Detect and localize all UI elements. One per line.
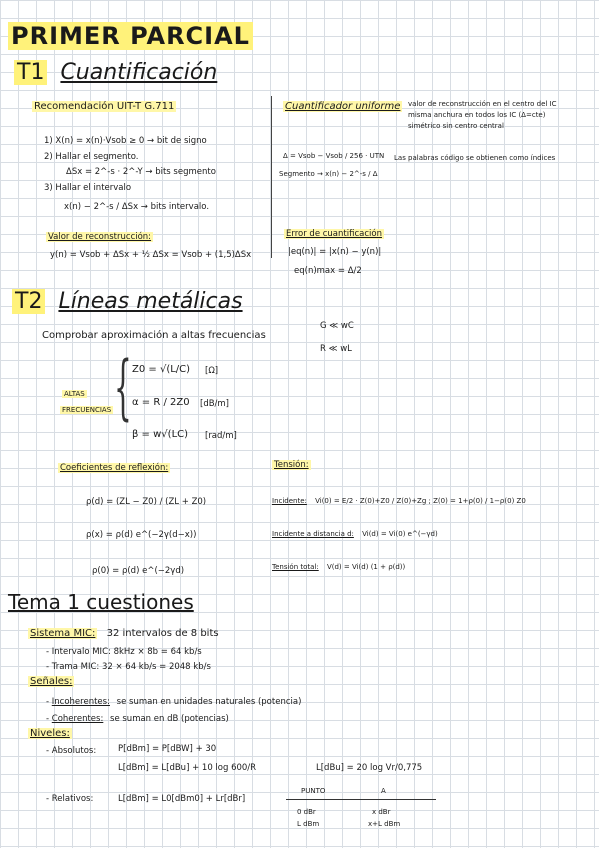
t1-tag: T1 xyxy=(14,60,47,85)
axis-ldbm: L dBm xyxy=(297,820,320,828)
uniform-bullet: simétrico sin centro central xyxy=(408,122,504,130)
reconstruction-formula: y(n) = Vsob + ΔSx + ½ ΔSx = Vsob + (1,5)ΔSx xyxy=(50,250,252,260)
unit-alpha: [dB/m] xyxy=(200,399,230,409)
t2-heading xyxy=(12,289,243,314)
senales-label: Señales: xyxy=(30,676,73,687)
column-divider xyxy=(271,96,272,258)
page-title: PRIMER PARCIAL xyxy=(8,22,253,50)
niveles-label: Niveles: xyxy=(30,728,70,739)
t1-heading xyxy=(14,60,217,85)
axis-xdbr: x dBr xyxy=(372,808,391,816)
abs-formula-2: L[dBm] = L[dBu] + 10 log 600/R xyxy=(118,763,257,773)
error-title: Error de cuantificación xyxy=(286,229,382,239)
reconstruction-title: Valor de reconstrucción: xyxy=(48,232,152,242)
t1-step-3: 3) Hallar el intervalo xyxy=(44,183,132,193)
t1-step-2: 2) Hallar el segmento. xyxy=(44,152,139,162)
t2-condition-g: G ≪ wC xyxy=(320,321,354,331)
t2-check: Comprobar aproximación a altas frecuencias xyxy=(42,330,266,341)
rel-formula: L[dBm] = L0[dBm0] + Lr[dBr] xyxy=(118,794,246,804)
t2-condition-r: R ≪ wL xyxy=(320,344,352,354)
abs-formula-1: P[dBm] = P[dBW] + 30 xyxy=(118,744,217,754)
eq-z0: Z0 = √(L/C) xyxy=(132,364,191,375)
t1-step-2-formula: ΔSx = 2^-s · 2^-Y → bits segmento xyxy=(66,167,216,177)
uniform-bullet: valor de reconstrucción en el centro del IC xyxy=(408,100,557,108)
brace-icon: { xyxy=(114,346,132,428)
eq-alpha: α = R / 2Z0 xyxy=(132,397,190,408)
t1-recommendation: Recomendación UIT-T G.711 xyxy=(34,101,175,112)
t2-tag: T2 xyxy=(12,289,45,314)
reflection-formula-1: ρ(d) = (ZL − Z0) / (ZL + Z0) xyxy=(86,497,207,507)
axis-xldbm: x+L dBm xyxy=(368,820,401,828)
tension-distance: Incidente a distancia d: Vi(d) = Vi(0) e^(−γd) xyxy=(272,530,438,538)
reflection-formula-3: ρ(0) = ρ(d) e^(−2γd) xyxy=(92,566,185,576)
rel-label: - Relativos: xyxy=(46,794,94,804)
t1-step-1: 1) X(n) = x(n)·Vsob ≥ 0 → bit de signo xyxy=(44,136,207,146)
unit-beta: [rad/m] xyxy=(205,431,237,441)
t2-title: Líneas metálicas xyxy=(58,289,243,314)
tension-title: Tensión: xyxy=(274,460,309,470)
senales-incoherent: - Incoherentes: se suman en unidades naturales (potencia) xyxy=(46,697,302,707)
uniform-title: Cuantificador uniforme xyxy=(285,101,401,112)
axis-punto: PUNTO xyxy=(301,787,326,795)
mic-line: Sistema MIC: 32 intervalos de 8 bits xyxy=(30,628,219,639)
reflection-title: Coeficientes de reflexión: xyxy=(60,463,169,473)
axis-0dbr: 0 dBr xyxy=(297,808,316,816)
tema1-heading: Tema 1 cuestiones xyxy=(8,590,194,614)
uniform-bullets xyxy=(408,99,557,132)
uniform-formula-2: Segmento → x(n) − 2^-s / Δ xyxy=(279,170,378,178)
level-axis xyxy=(286,799,436,800)
abs-formula-3: L[dBu] = 20 log Vr/0,775 xyxy=(316,763,423,773)
axis-a: A xyxy=(381,787,386,795)
reflection-formula-2: ρ(x) = ρ(d) e^(−2γ(d−x)) xyxy=(86,530,197,540)
mic-frame: - Trama MIC: 32 × 64 kb/s = 2048 kb/s xyxy=(46,662,211,672)
uniform-formula-1: Δ = Vsob − Vsob / 256 · UTN xyxy=(283,152,385,160)
eq-beta: β = w√(LC) xyxy=(132,429,189,440)
tension-incident: Incidente: Vi(0) = E/2 · Z(0)+Z0 / Z(0)+Zg ; Z(0) = 1+ρ(0) / 1−ρ(0) Z0 xyxy=(272,497,526,505)
senales-coherent: - Coherentes: se suman en dB (potencias) xyxy=(46,714,229,724)
uniform-bullet: misma anchura en todos los IC (Δ=cte) xyxy=(408,111,546,119)
abs-label: - Absolutos: xyxy=(46,746,97,756)
unit-z0: [Ω] xyxy=(205,366,219,376)
altas-label: ALTAS xyxy=(64,390,85,398)
t1-step-3-formula: x(n) − 2^-s / ΔSx → bits intervalo. xyxy=(64,202,210,212)
frecuencias-label: FRECUENCIAS xyxy=(62,406,112,414)
mic-interval: - Intervalo MIC: 8kHz × 8b = 64 kb/s xyxy=(46,647,202,657)
error-formula-1: |eq(n)| = |x(n) − y(n)| xyxy=(288,247,382,257)
error-formula-2: eq(n)max = Δ/2 xyxy=(294,266,362,276)
uniform-note: Las palabras código se obtienen como índices xyxy=(394,154,556,162)
t1-title: Cuantificación xyxy=(60,60,218,85)
tension-total: Tensión total: V(d) = Vi(d) (1 + ρ(d)) xyxy=(272,563,406,571)
